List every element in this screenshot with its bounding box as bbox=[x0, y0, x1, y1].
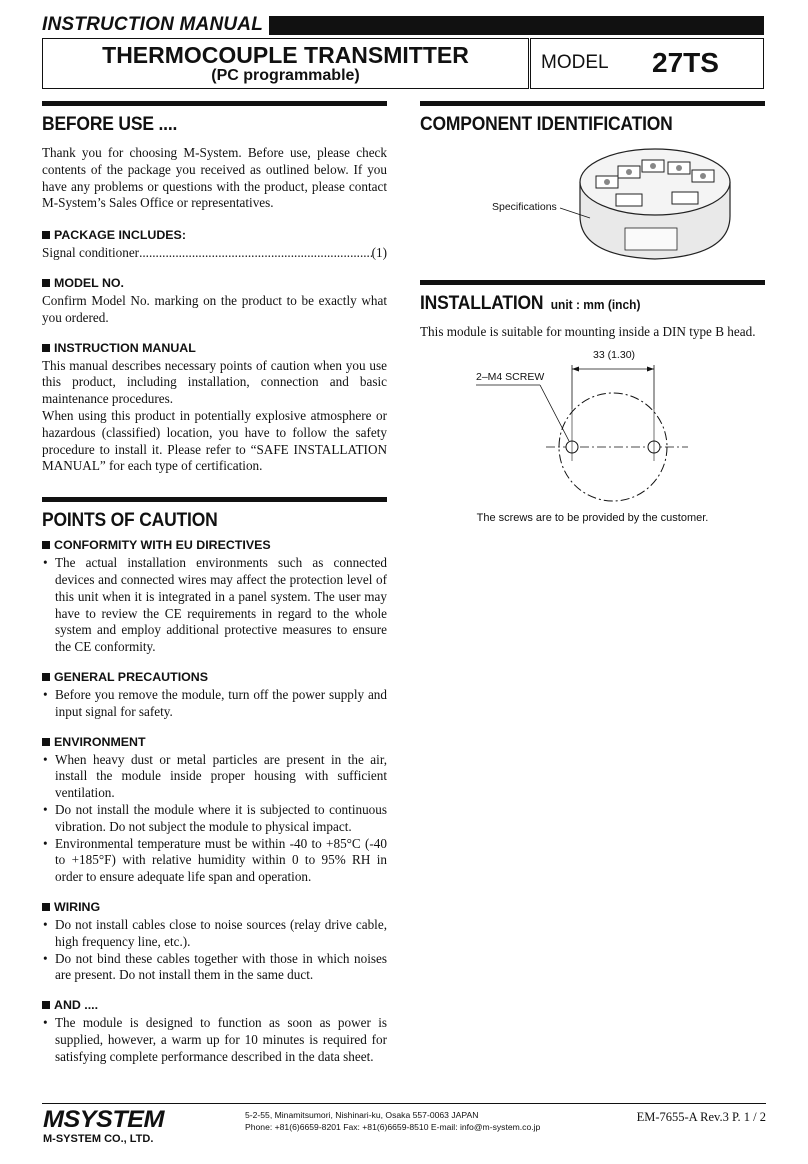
package-item: Signal conditioner ..... (1) bbox=[42, 245, 387, 262]
list-item: • Before you remove the module, turn off the power supply and input signal for safety. bbox=[43, 686, 387, 719]
environment-heading: ENVIRONMENT bbox=[42, 735, 387, 749]
company-address: 5-2-55, Minamitsumori, Nishinari-ku, Osaka 557-0063 JAPAN Phone: +81(6)6659-8201 Fax: +81(6)6659-8510 E-mail: info@m-system.co.jp bbox=[245, 1110, 541, 1132]
bullet-icon: • bbox=[43, 1015, 48, 1031]
company-logo: MSYSTEM bbox=[43, 1106, 164, 1133]
left-column bbox=[42, 101, 387, 1065]
before-use-heading: BEFORE USE .... bbox=[42, 114, 178, 135]
bullet-icon: • bbox=[43, 916, 48, 932]
list-item: • Do not bind these cables together with those in which noises are present. Do not install them in the same duct. bbox=[43, 950, 387, 983]
mounting-diagram bbox=[420, 349, 765, 514]
general-list bbox=[42, 687, 387, 721]
dimension-label: 33 (1.30) bbox=[593, 348, 636, 361]
model-no-text: Confirm Model No. marking on the product to be exactly what you ordered. bbox=[42, 292, 387, 325]
caution-heading: POINTS OF CAUTION bbox=[42, 510, 218, 532]
section-rule bbox=[42, 497, 387, 502]
installation-heading: INSTALLATION unit : mm (inch) bbox=[420, 293, 641, 314]
document-number: EM-7655-A Rev.3 P. 1 / 2 bbox=[636, 1110, 766, 1124]
screw-label: 2–M4 SCREW bbox=[476, 370, 545, 383]
specifications-label: Specifications bbox=[492, 201, 557, 213]
title-box bbox=[42, 38, 529, 89]
eu-list bbox=[42, 555, 387, 656]
section-rule bbox=[420, 101, 765, 106]
manual-label: INSTRUCTION MANUAL bbox=[42, 14, 264, 35]
mounting-drawing bbox=[420, 349, 765, 514]
square-bullet-icon bbox=[42, 738, 50, 746]
eu-heading: CONFORMITY WITH EU DIRECTIVES bbox=[42, 538, 387, 552]
header-bar bbox=[269, 16, 764, 35]
model-value: 27TS bbox=[652, 47, 719, 78]
square-bullet-icon bbox=[42, 231, 50, 239]
section-rule bbox=[420, 280, 765, 285]
component-heading: COMPONENT IDENTIFICATION bbox=[420, 114, 673, 135]
environment-list bbox=[42, 752, 387, 886]
component-figure bbox=[420, 136, 765, 266]
bullet-icon: • bbox=[43, 555, 48, 571]
section-rule bbox=[42, 101, 387, 106]
right-column bbox=[420, 101, 765, 524]
list-item: • Do not install cables close to noise sources (relay drive cable, high frequency line, etc.). bbox=[43, 916, 387, 949]
model-no-heading: MODEL NO. bbox=[42, 276, 387, 290]
package-heading: PACKAGE INCLUDES: bbox=[42, 228, 387, 242]
square-bullet-icon bbox=[42, 903, 50, 911]
and-heading: AND .... bbox=[42, 998, 387, 1012]
footer-rule bbox=[42, 1103, 766, 1104]
wiring-heading: WIRING bbox=[42, 900, 387, 914]
list-item: • When heavy dust or metal particles are present in the air, install the module inside proper housing with sufficient ventilation. bbox=[43, 751, 387, 801]
leader-dots bbox=[139, 245, 372, 262]
bullet-icon: • bbox=[43, 751, 48, 767]
list-item: • The module is designed to function as soon as power is supplied, however, a warm up for 10 minutes is required for satisfying complete performance described in the data sheet. bbox=[43, 1015, 387, 1064]
bullet-icon: • bbox=[43, 950, 48, 966]
square-bullet-icon bbox=[42, 344, 50, 352]
screw-note: The screws are to be provided by the customer. bbox=[476, 511, 709, 524]
manual-text-2: When using this product in potentially explosive atmosphere or hazardous (classified) location, you have to follow the safety procedure to install it. Please refer to “SAFE INSTALLATION MANUAL” for each type of certification. bbox=[42, 407, 387, 474]
model-label: MODEL bbox=[541, 52, 609, 73]
wiring-list bbox=[42, 917, 387, 984]
list-item: • Environmental temperature must be within -40 to +85°C (-40 to +185°F) with relative humidity within 0 to 95% RH in order to ensure adequate life span and operation. bbox=[43, 835, 387, 885]
installation-text: This module is suitable for mounting inside a DIN type B head. bbox=[420, 324, 756, 339]
bullet-icon: • bbox=[43, 686, 48, 702]
company-name: M-SYSTEM CO., LTD. bbox=[43, 1133, 154, 1145]
product-title: THERMOCOUPLE TRANSMITTER bbox=[102, 42, 469, 68]
model-box bbox=[530, 38, 764, 89]
square-bullet-icon bbox=[42, 541, 50, 549]
bullet-icon: • bbox=[43, 801, 48, 817]
square-bullet-icon bbox=[42, 1001, 50, 1009]
bullet-icon: • bbox=[43, 835, 48, 851]
instruction-manual-heading: INSTRUCTION MANUAL bbox=[42, 341, 387, 355]
general-heading: GENERAL PRECAUTIONS bbox=[42, 670, 387, 684]
transmitter-illustration bbox=[420, 136, 765, 266]
list-item: • The actual installation environments such as connected devices and connected wires may affect the protection level of this unit when it is integrated in a panel system. The user may have to review the CE requirements in regard to the whole system and employ additional protective measures to ensure the CE conformity. bbox=[43, 555, 387, 655]
square-bullet-icon bbox=[42, 279, 50, 287]
square-bullet-icon bbox=[42, 673, 50, 681]
unit-label: unit : mm (inch) bbox=[550, 297, 641, 312]
manual-text-1: This manual describes necessary points of caution when you use this product, including installation, connection and basic maintenance procedures. bbox=[42, 357, 387, 407]
product-subtitle: (PC programmable) bbox=[211, 67, 360, 84]
and-list bbox=[42, 1015, 387, 1065]
list-item: • Do not install the module where it is subjected to continuous vibration. Do not subject the module to physical impact. bbox=[43, 801, 387, 834]
before-use-intro: Thank you for choosing M-System. Before use, please check contents of the package you received as outlined below. If you have any problems or questions with the product, please contact M-System’s Sales Office or representatives. bbox=[42, 145, 387, 211]
